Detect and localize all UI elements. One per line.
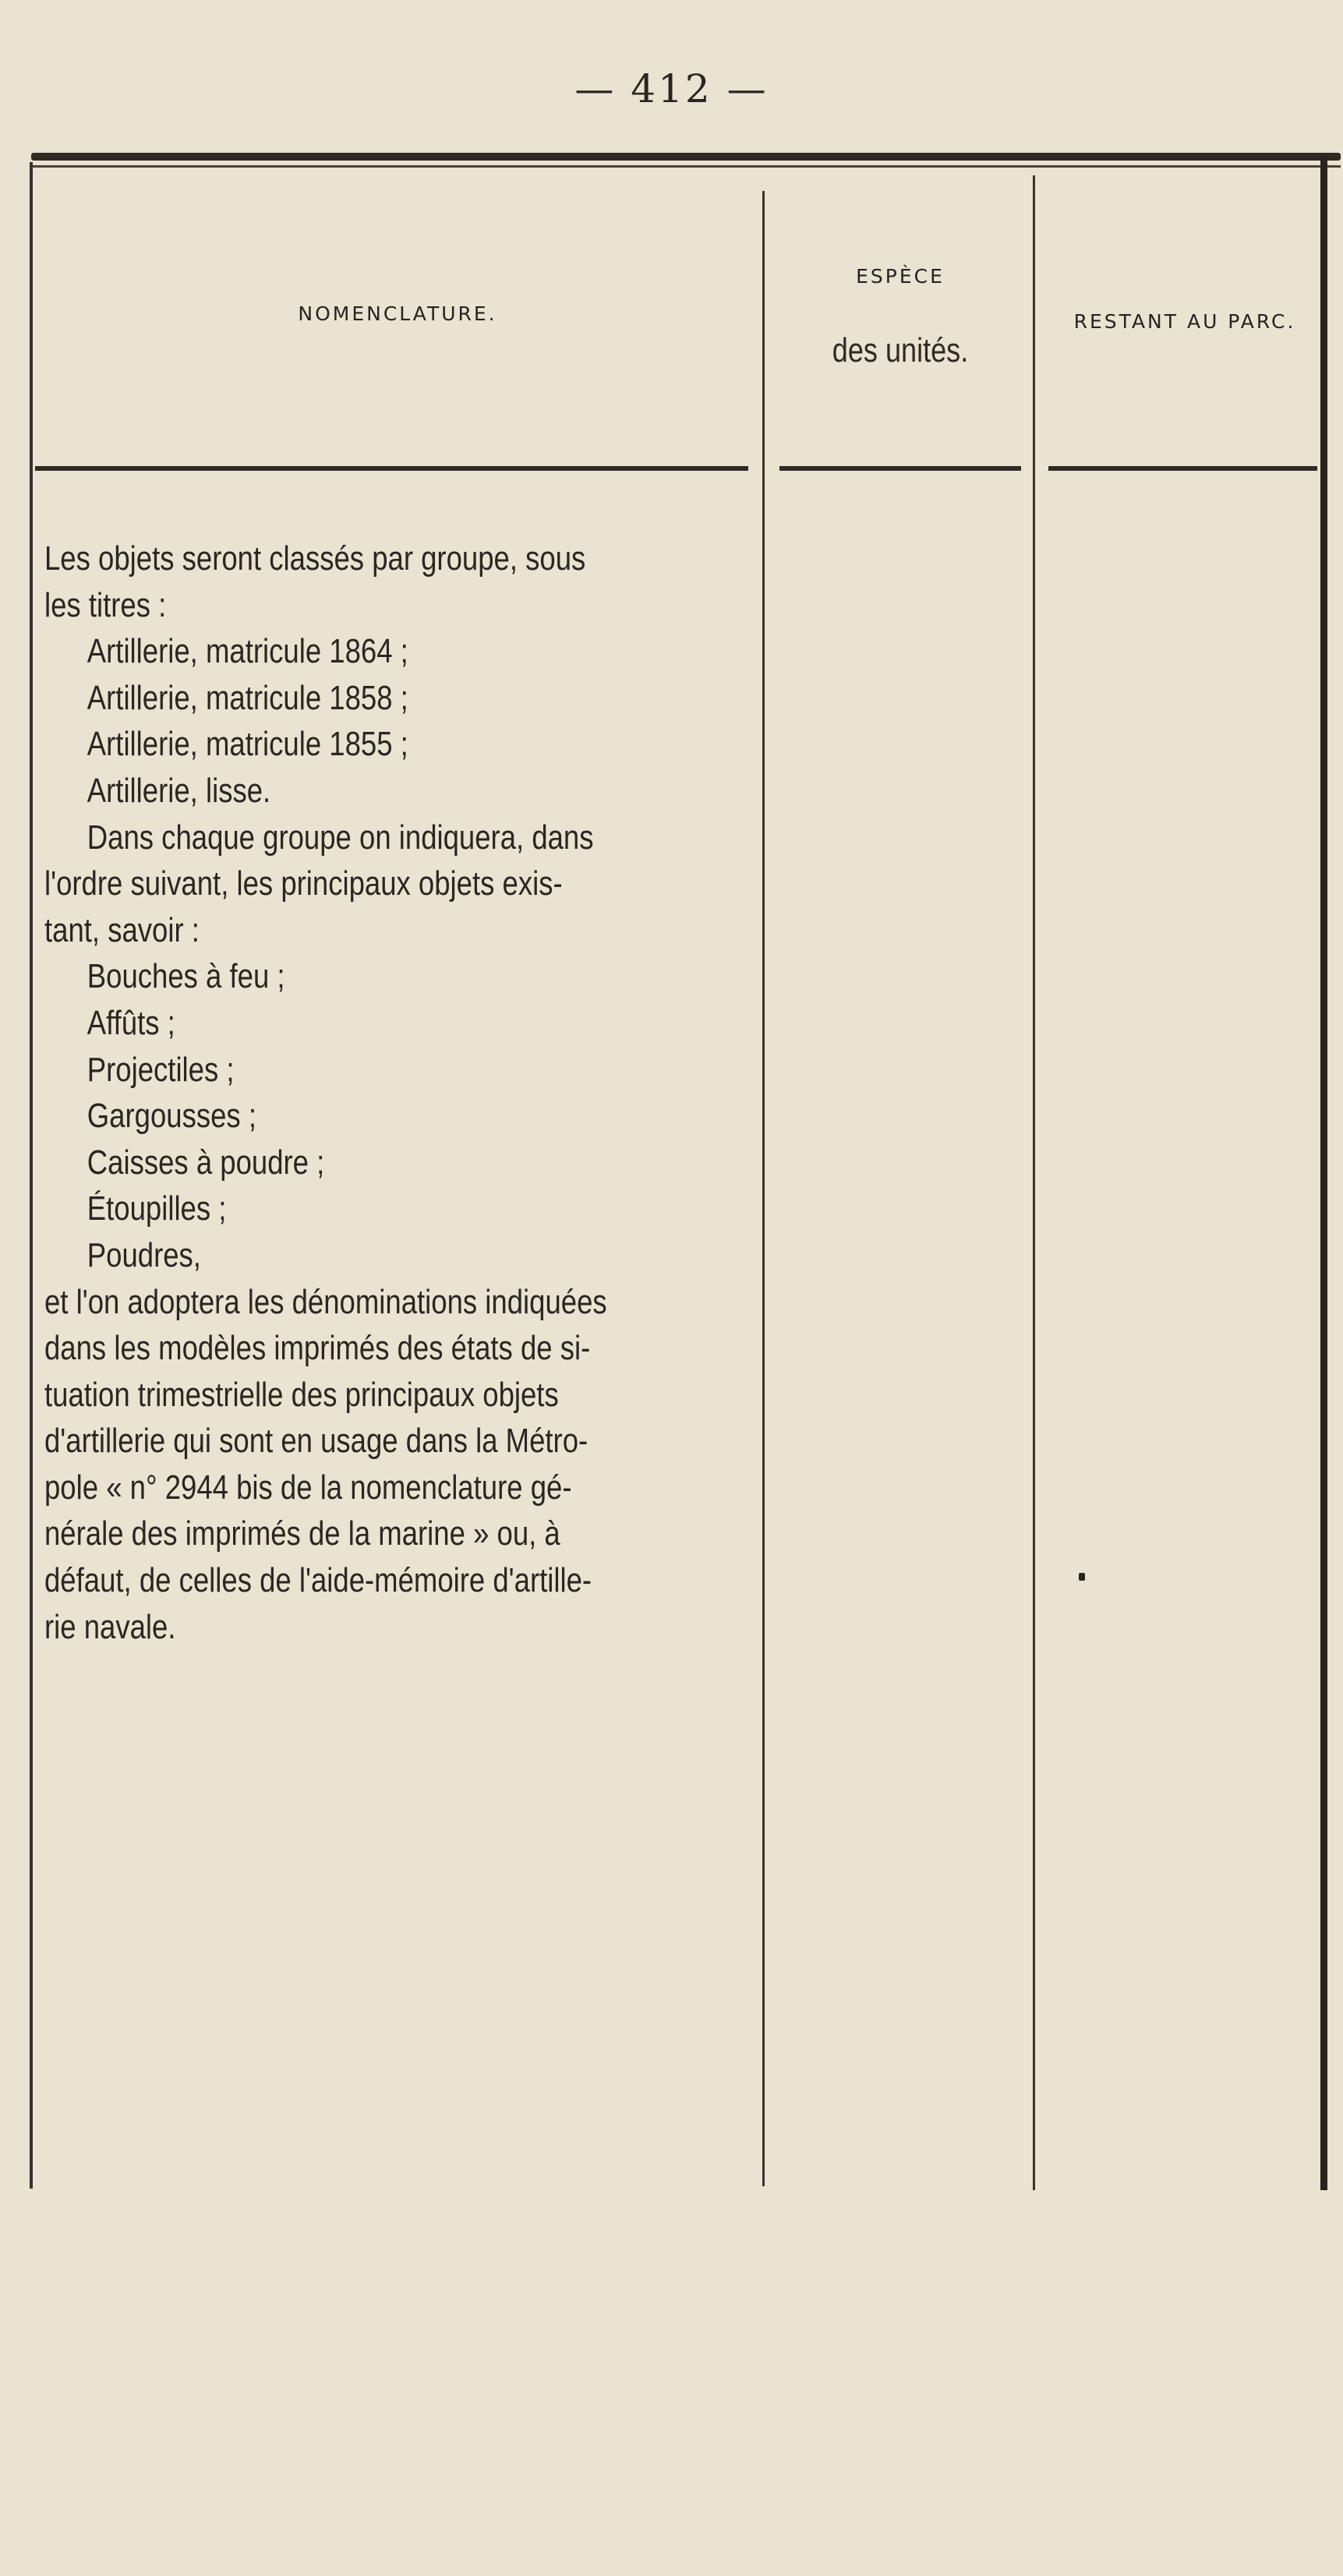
text-line: Étoupilles ;: [87, 1189, 227, 1228]
table-right-border: [1320, 156, 1327, 2190]
text-line: Artillerie, matricule 1858 ;: [87, 678, 408, 717]
header-rule-restant: [1048, 466, 1317, 471]
nomenclature-text: [44, 535, 762, 1650]
table-top-rule-thin: [31, 165, 1341, 168]
text-line: Caisses à poudre ;: [87, 1143, 325, 1182]
text-line: pole « n° 2944 bis de la nomenclature gé-: [44, 1468, 572, 1507]
column-divider-1: [762, 191, 765, 2186]
text-line: Dans chaque groupe on indiquera, dans: [87, 818, 594, 857]
header-nomenclature: NOMENCLATURE.: [298, 302, 497, 325]
text-line: et l'on adoptera les dénominations indiquées: [44, 1282, 607, 1321]
text-line: Artillerie, lisse.: [87, 771, 271, 810]
text-line: Les objets seront classés par groupe, sous: [44, 539, 586, 578]
text-line: dans les modèles imprimés des états de si-: [44, 1329, 591, 1368]
text-line: Bouches à feu ;: [87, 957, 285, 996]
text-line: Affûts ;: [87, 1003, 175, 1042]
column-divider-2: [1033, 175, 1035, 2190]
text-line: défaut, de celles de l'aide-mémoire d'artille-: [44, 1561, 592, 1600]
text-line: l'ordre suivant, les principaux objets exis-: [44, 864, 563, 903]
text-line: Projectiles ;: [87, 1050, 235, 1089]
text-line: Artillerie, matricule 1864 ;: [87, 632, 408, 671]
ink-mark: [1079, 1573, 1085, 1581]
header-espece-subtitle: des unités.: [832, 331, 969, 369]
header-espece: ESPÈCE: [856, 265, 945, 288]
text-line: nérale des imprimés de la marine » ou, à: [44, 1514, 560, 1553]
text-line: d'artillerie qui sont en usage dans la Métro-: [44, 1422, 588, 1461]
table-left-border: [30, 162, 33, 2189]
text-line: Artillerie, matricule 1855 ;: [87, 725, 408, 764]
text-line: rie navale.: [44, 1607, 176, 1646]
text-line: Poudres,: [87, 1235, 201, 1274]
header-rule-espece: [779, 466, 1021, 471]
text-line: Gargousses ;: [87, 1097, 256, 1136]
table-top-rule: [31, 153, 1341, 161]
text-line: tant, savoir :: [44, 910, 200, 949]
header-restant-au-parc: RESTANT AU PARC.: [1073, 310, 1296, 333]
page-number: — 412 —: [574, 66, 769, 111]
header-rule-nomenclature: [35, 466, 748, 471]
text-line: les titres :: [44, 585, 167, 624]
text-line: tuation trimestrielle des principaux objets: [44, 1375, 559, 1414]
